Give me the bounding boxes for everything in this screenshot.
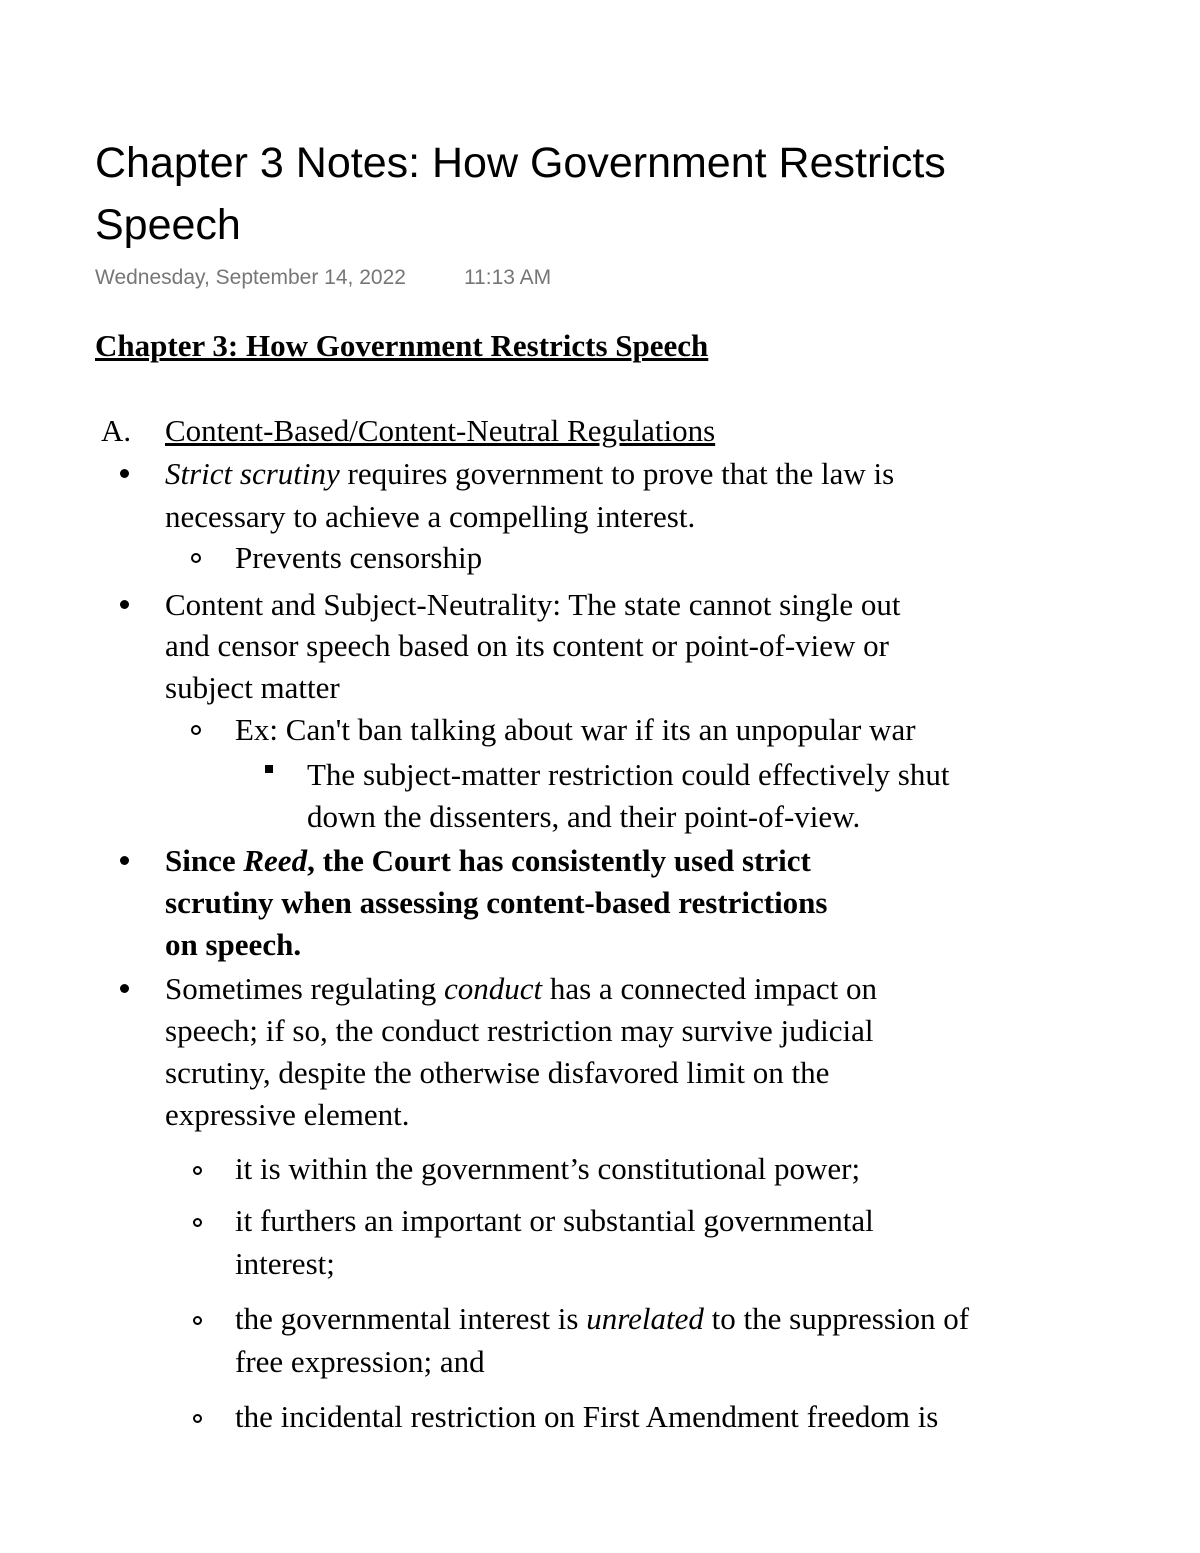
chapter-heading: Chapter 3: How Government Restricts Speech (95, 328, 709, 363)
conduct-term: conduct (443, 971, 543, 1006)
bullet-1-line-1 (165, 453, 894, 495)
bullet-dot (120, 856, 129, 865)
bullet-4-text: Sometimes regulating (165, 971, 444, 1006)
bullet-4-line-1 (165, 968, 877, 1010)
sub-sub-bullet-square (265, 765, 273, 773)
bullet-2-subsub-line-2: down the dissenters, and their point-of-view. (307, 799, 861, 834)
criterion-3-text-cont: to the suppression of (703, 1301, 970, 1336)
criteria-bullet-ring (193, 1166, 202, 1175)
reed-case-name: Reed (243, 843, 308, 878)
bullet-4-line-4: expressive element. (165, 1097, 410, 1132)
bullet-1-text: requires government to prove that the law is (339, 456, 895, 491)
bullet-1-sub-1: Prevents censorship (235, 540, 483, 575)
criterion-2-line-2: interest; (235, 1246, 335, 1281)
bullet-3-line-1 (165, 840, 811, 882)
sub-bullet-ring (191, 553, 201, 563)
unrelated-term: unrelated (586, 1301, 704, 1336)
criterion-3-text: the governmental interest is (235, 1301, 587, 1336)
criteria-bullet-ring (193, 1316, 202, 1325)
date-stamp: Wednesday, September 14, 2022 (95, 266, 406, 289)
page-title: Chapter 3 Notes: How Government Restricts Speech (95, 139, 946, 249)
bullet-2-line-3: subject matter (165, 670, 340, 705)
bullet-4-text-cont: has a connected impact on (542, 971, 877, 1006)
bullet-2-sub-1: Ex: Can't ban talking about war if its an unpopular war (235, 712, 916, 747)
bullet-1-line-2: necessary to achieve a compelling interest. (165, 499, 696, 534)
bullet-4-line-2: speech; if so, the conduct restriction may survive judicial (165, 1013, 874, 1048)
section-a-title: Content-Based/Content-Neutral Regulations (165, 413, 716, 448)
strict-scrutiny-term: Strict scrutiny (165, 456, 340, 491)
criterion-3-line-2: free expression; and (235, 1344, 485, 1379)
bullet-2-line-1: Content and Subject-Neutrality: The state cannot single out (165, 587, 901, 622)
criteria-bullet-ring (193, 1218, 202, 1227)
bullet-3-line-3: on speech. (165, 927, 302, 962)
bullet-dot (120, 469, 129, 478)
time-stamp: 11:13 AM (463, 266, 552, 289)
bullet-2-subsub-line-1: The subject-matter restriction could effectively shut (307, 757, 950, 792)
criterion-4: the incidental restriction on First Amendment freedom is (235, 1399, 939, 1434)
criteria-bullet-ring (193, 1414, 202, 1423)
bullet-2-line-2: and censor speech based on its content or point-of-view or (165, 628, 889, 663)
section-a-marker: A. (101, 413, 132, 448)
bullet-3-line-2: scrutiny when assessing content-based restrictions (165, 885, 828, 920)
page-meta (95, 263, 551, 293)
bullet-3-text-cont: , the Court has consistently used strict (307, 843, 811, 878)
criterion-1: it is within the government’s constitutional power; (235, 1151, 861, 1186)
bullet-3-text: Since (165, 843, 244, 878)
bullet-dot (120, 984, 129, 993)
sub-bullet-ring (191, 725, 201, 735)
bullet-4-line-3: scrutiny, despite the otherwise disfavored limit on the (165, 1055, 830, 1090)
bullet-dot (120, 600, 129, 609)
criterion-2-line-1: it furthers an important or substantial governmental (235, 1203, 874, 1238)
criterion-3-line-1 (235, 1298, 969, 1340)
